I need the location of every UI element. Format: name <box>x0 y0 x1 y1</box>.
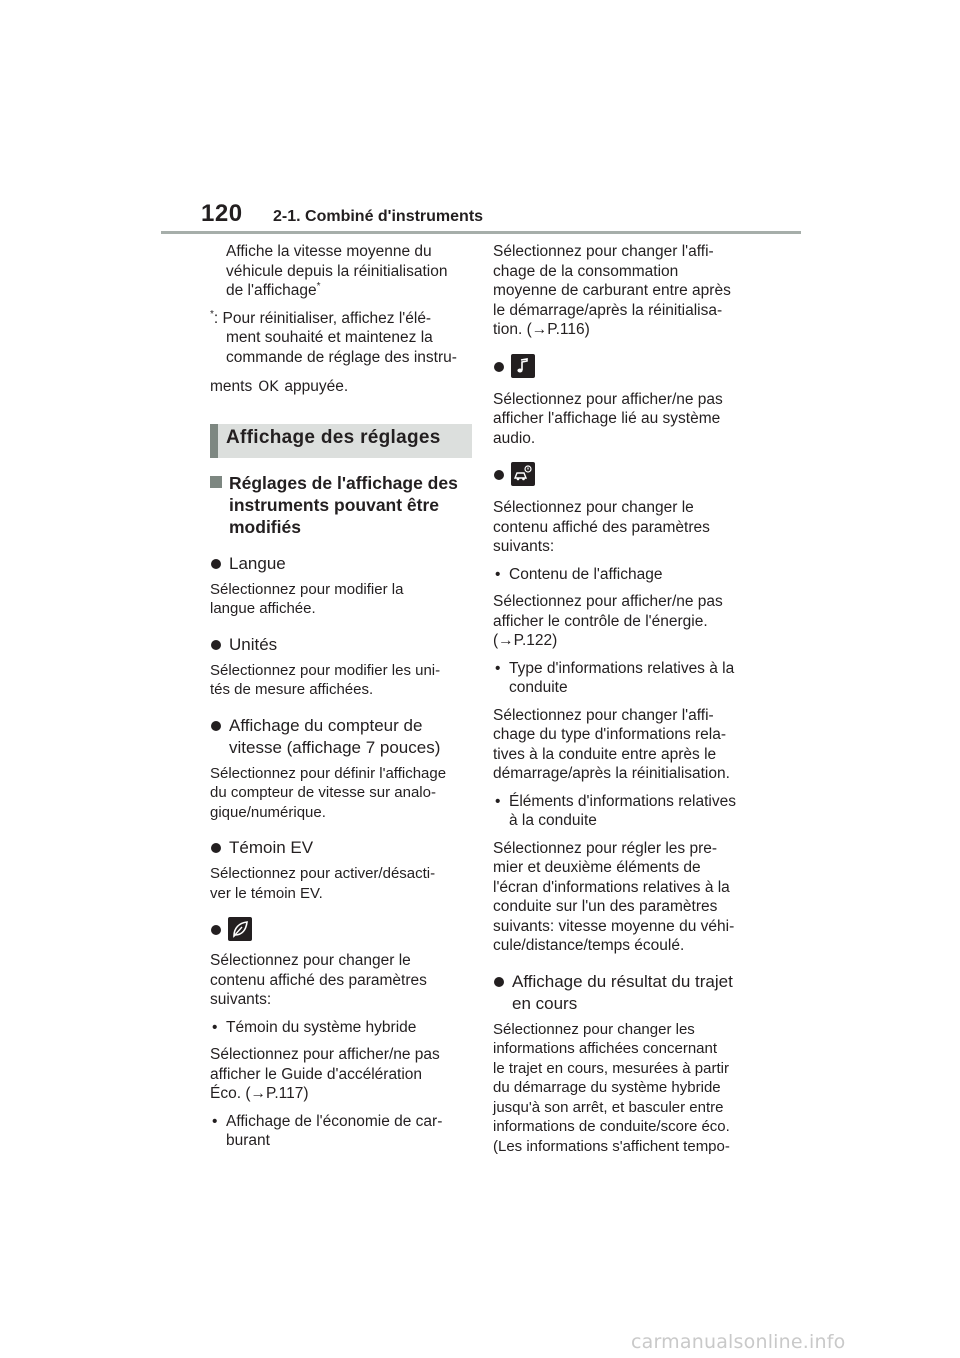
subheading <box>210 472 472 538</box>
text-line: informations affichées concernant <box>493 1040 718 1057</box>
item-desc <box>210 661 472 700</box>
text-line: burant <box>226 1132 270 1149</box>
text-line: Affiche la vitesse moyenne du <box>226 243 432 260</box>
text-line: afficher le contrôle de l'énergie. <box>493 612 708 630</box>
left-column <box>210 240 472 1151</box>
bullet-icon <box>494 470 504 480</box>
item-title-unites <box>210 634 472 656</box>
text-line: du démarrage du système hybride <box>493 1079 721 1096</box>
text-line: conduite <box>509 679 568 696</box>
text-line: chage de la consommation <box>493 262 679 280</box>
text-line: Affichage de l'économie de car- <box>226 1112 443 1130</box>
text-line: Éco. (→P.117) <box>210 1085 309 1102</box>
text-line: informations de conduite/score éco. <box>493 1118 730 1135</box>
text-line: jusqu'à son arrêt, et basculer entre <box>493 1098 724 1116</box>
text-line: ment souhaité et maintenez la <box>226 329 433 346</box>
text-line: véhicule depuis la réinitialisation <box>226 262 448 280</box>
text-line: langue affichée. <box>210 600 316 617</box>
text-line: mier et deuxième éléments de <box>493 859 701 876</box>
text-line: du compteur de vitesse sur analo- <box>210 784 436 801</box>
text-line: chage du type d'informations rela- <box>493 726 727 743</box>
bullet-icon <box>211 721 221 731</box>
text-line: Sélectionnez pour changer les <box>493 1020 695 1038</box>
bullet-dot: • <box>495 659 501 677</box>
car-info-icon <box>511 462 535 486</box>
text-line: instruments pouvant être <box>229 494 440 515</box>
text-line: contenu affiché des paramètres <box>493 518 710 536</box>
text-line: Sélectionnez pour changer le <box>210 952 411 969</box>
text-line: Témoin EV <box>229 838 314 857</box>
text-line: suivants: <box>210 991 272 1008</box>
item-desc <box>493 839 755 956</box>
text-line: afficher le Guide d'accélération <box>210 1065 423 1083</box>
item-desc <box>210 764 472 823</box>
list-item <box>493 792 755 831</box>
text-line: le démarrage/après la réinitialisa- <box>493 301 723 319</box>
text-line: ver le témoin EV. <box>210 884 323 902</box>
text-line: moyenne de carburant entre après <box>493 282 731 299</box>
text-line: Unités <box>229 634 278 654</box>
text-line: Sélectionnez pour changer l'affi- <box>493 243 714 260</box>
text-line: tion. (→P.116) <box>493 321 590 338</box>
intro-text <box>210 242 472 301</box>
text-line: gique/numérique. <box>210 803 326 821</box>
bullet-icon <box>494 362 504 372</box>
bullet-icon <box>211 559 221 569</box>
item-desc <box>493 498 755 557</box>
watermark: carmanualsonline.info <box>631 1331 846 1353</box>
text-line: suivants: vitesse moyenne du véhi- <box>493 917 735 935</box>
bullet-icon <box>494 977 504 987</box>
settings-heading <box>210 424 472 458</box>
text-line: Témoin du système hybride <box>226 1018 417 1036</box>
text-line: à la conduite <box>509 812 597 829</box>
page-header <box>0 0 960 240</box>
list-item <box>493 565 755 585</box>
item-desc <box>493 1020 755 1157</box>
text-line: de l'affichage <box>226 282 317 299</box>
right-column <box>493 240 755 1156</box>
bullet-dot: • <box>212 1112 218 1130</box>
leaf-icon <box>228 917 252 941</box>
item-title-trip <box>493 971 755 1015</box>
page-number: 120 <box>201 200 243 227</box>
text-line: Sélectionnez pour définir l'affichage <box>210 764 447 782</box>
ok-button-glyph: OK <box>258 379 279 395</box>
footnote <box>210 309 472 398</box>
item-eco <box>210 917 472 941</box>
text-line: : Pour réinitialiser, affichez l'élé- <box>213 309 432 327</box>
header-divider <box>161 231 801 234</box>
text-line: (→P.122) <box>493 632 558 649</box>
bullet-dot: • <box>495 792 501 810</box>
text-line: Sélectionnez pour afficher/ne pas <box>493 593 723 610</box>
item-desc <box>493 592 755 651</box>
text-line: Réglages de l'affichage des <box>229 472 458 493</box>
item-title-ev <box>210 837 472 859</box>
text-line: suivants: <box>493 538 555 555</box>
item-desc <box>493 390 755 449</box>
bullet-icon <box>211 640 221 650</box>
music-note-icon <box>511 354 535 378</box>
list-item <box>493 659 755 698</box>
text-line: modifiés <box>229 516 301 537</box>
list-item <box>210 1018 472 1038</box>
item-audio <box>493 354 755 378</box>
item-vehicle-info <box>493 462 755 486</box>
heading-text: Affichage des réglages <box>226 426 441 448</box>
text-line: Éléments d'informations relatives <box>509 792 736 810</box>
text-line: Sélectionnez pour régler les pre- <box>493 839 718 857</box>
text-line: Sélectionnez pour afficher/ne pas <box>493 390 723 408</box>
bullet-dot: • <box>212 1018 218 1036</box>
text-line: ments <box>210 378 253 395</box>
text-line: démarrage/après la réinitialisation. <box>493 765 730 782</box>
text-line: Contenu de l'affichage <box>509 565 663 583</box>
text-line: audio. <box>493 429 536 447</box>
item-title-speedometer <box>210 715 472 759</box>
footnote-mark: * <box>316 280 321 292</box>
bullet-icon <box>211 843 221 853</box>
text-line: cule/distance/temps écoulé. <box>493 937 685 954</box>
bullet-dot: • <box>495 565 501 583</box>
bullet-icon <box>211 925 221 935</box>
text-line: Sélectionnez pour modifier les uni- <box>210 661 441 679</box>
text-line: tives à la conduite entre après le <box>493 745 717 763</box>
text-line: Affichage du compteur de <box>229 715 423 735</box>
section-title: 2-1. Combiné d'instruments <box>273 208 484 225</box>
text-line: vitesse (affichage 7 pouces) <box>229 737 441 757</box>
text-line: Sélectionnez pour activer/désacti- <box>210 865 436 882</box>
text-line: tés de mesure affichées. <box>210 681 374 698</box>
footnote-mark: * <box>210 308 214 320</box>
text-line: contenu affiché des paramètres <box>210 971 427 989</box>
text-line: le trajet en cours, mesurées à partir <box>493 1059 729 1077</box>
text-line: Langue <box>229 553 286 573</box>
text-line: (Les informations s'affichent tempo- <box>493 1137 730 1155</box>
item-desc <box>210 1045 472 1104</box>
text-line: l'écran d'informations relatives à la <box>493 878 730 896</box>
item-desc <box>210 580 472 619</box>
item-desc <box>493 242 755 340</box>
text-line: appuyée. <box>284 378 349 395</box>
text-line: Affichage du résultat du trajet <box>512 971 733 991</box>
text-line: afficher l'affichage lié au système <box>493 410 721 427</box>
text-line: en cours <box>512 993 578 1013</box>
item-desc <box>493 706 755 784</box>
text-line: Sélectionnez pour changer le <box>493 499 694 516</box>
text-line: conduite sur l'un des paramètres <box>493 898 718 915</box>
text-line: Sélectionnez pour modifier la <box>210 580 404 598</box>
text-line: commande de réglage des instru- <box>226 348 457 366</box>
text-line: Type d'informations relatives à la <box>509 659 735 677</box>
item-title-langue <box>210 553 472 575</box>
text-line: Sélectionnez pour afficher/ne pas <box>210 1046 440 1063</box>
item-desc <box>210 951 472 1010</box>
item-desc <box>210 864 472 903</box>
text-line: Sélectionnez pour changer l'affi- <box>493 706 714 724</box>
list-item <box>210 1112 472 1151</box>
square-bullet-icon <box>210 476 222 488</box>
